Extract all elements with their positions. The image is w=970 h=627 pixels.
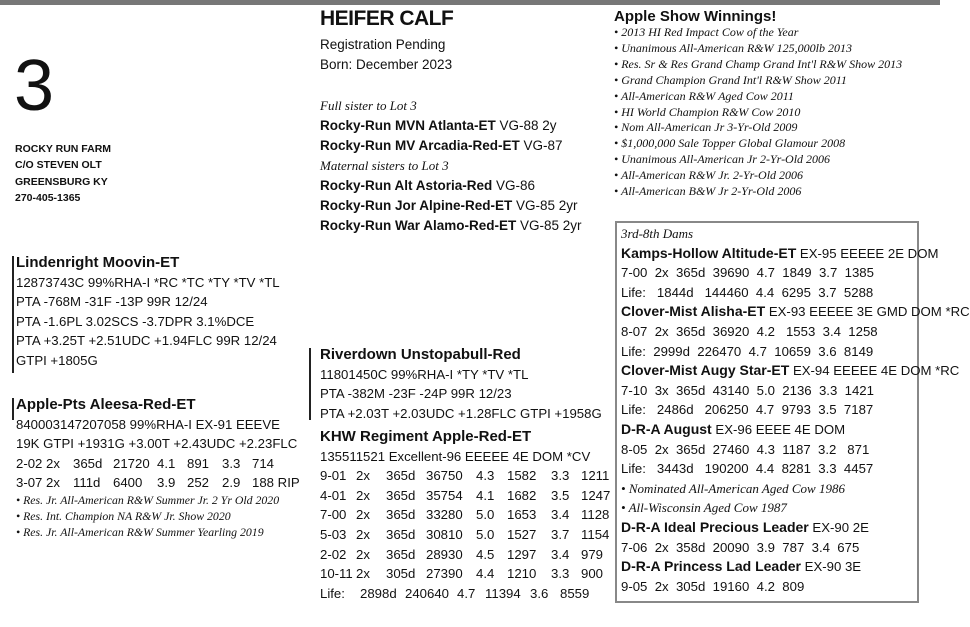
record-cell: 2x	[356, 507, 370, 523]
pedigree-bracket	[12, 256, 14, 373]
record-cell: 3.3	[551, 468, 570, 484]
apple-item: • 2013 HI Red Impact Cow of the Year	[614, 25, 799, 39]
dam-entry-score: EX-93 EEEEE 3E GMD DOM *RC	[765, 304, 970, 320]
record-row	[320, 505, 621, 525]
record-cell: 891	[187, 455, 210, 471]
apple-item: • Res. Sr & Res Grand Champ Grand Int'l R&W Show 2013	[614, 56, 903, 71]
record-cell: 1682	[507, 487, 537, 503]
apple-item-text: All-American B&W Jr 2-Yr-Old 2006	[620, 184, 802, 199]
record-cell: 2x	[356, 526, 370, 542]
record-cell: 6400	[113, 475, 143, 491]
record-cell: 365d	[386, 546, 416, 562]
apple-item-text: Grand Champion Grand Int'l R&W Show 2011	[621, 72, 847, 87]
record-cell: 111d	[73, 475, 101, 491]
dam-entry-record: 7-10 3x 365d 43140 5.0 2136 3.3 1421	[621, 382, 874, 398]
record-cell: 5-03	[320, 526, 347, 542]
dam-entry-note-text: All-Wisconsin Aged Cow 1987	[628, 500, 787, 516]
dam-entry-record: 7-00 2x 365d 39690 4.7 1849 3.7 1385	[621, 265, 874, 281]
dam-entry-record: 9-05 2x 305d 19160 4.2 809	[621, 578, 805, 594]
apple-item: • All-American B&W Jr 2-Yr-Old 2006	[614, 184, 802, 199]
sister-heading-text: Maternal sisters to Lot 3	[320, 158, 449, 173]
record-cell: 2898d	[360, 585, 397, 601]
record-cell: 27390	[426, 566, 463, 582]
dam-entry-score: EX-94 EEEEE 4E DOM *RC	[789, 363, 960, 379]
record-cell: 1527	[507, 526, 537, 542]
dam-records	[16, 454, 302, 493]
dam-entry-title	[621, 557, 970, 577]
record-cell: 33280	[426, 507, 463, 523]
record-cell: 2x	[46, 455, 60, 471]
record-cell: 4.7	[457, 585, 476, 601]
record-cell: 3.6	[530, 585, 549, 601]
apple-item-text: All-American R&W Aged Cow 2011	[620, 88, 794, 103]
record-cell: 979	[581, 546, 604, 562]
birth-date: Born: December 2023	[320, 56, 453, 72]
record-row	[320, 564, 621, 584]
dams-list	[621, 224, 970, 596]
dam-sire-detail: PTA +2.03T +2.03UDC +1.28FLC GTPI +1958G	[320, 405, 602, 421]
apple-item: • Grand Champion Grand Int'l R&W Show 2011	[614, 72, 847, 87]
record-cell: 305d	[386, 566, 416, 582]
dam-entry-record: 8-05 2x 365d 27460 4.3 1187 3.2 871	[621, 441, 870, 457]
heifer-info	[320, 35, 452, 74]
apple-item: • Unanimous All-American R&W 125,000lb 2013	[614, 40, 852, 55]
dam-entry-record: 7-06 2x 358d 20090 3.9 787 3.4 675	[621, 539, 860, 555]
apple-item-text: 2013 HI Red Impact Cow of the Year	[621, 25, 799, 39]
record-cell: 2x	[356, 487, 370, 503]
record-cell: 4.4	[476, 566, 495, 582]
apple-item: • All-American R&W Aged Cow 2011	[614, 88, 794, 103]
record-cell: 4.1	[157, 455, 176, 471]
record-cell: 252	[187, 475, 210, 491]
record-cell: 8559	[560, 585, 590, 601]
record-cell: 1128	[581, 507, 610, 523]
record-cell: 365d	[386, 526, 416, 542]
record-cell: 188 RIP	[252, 475, 300, 491]
record-row	[320, 486, 621, 506]
consignor-line: GREENSBURG KY	[15, 175, 108, 188]
dam-entry-record: 8-07 2x 365d 36920 4.2 1553 3.4 1258	[621, 323, 878, 339]
record-row	[16, 473, 302, 493]
dam-sire-detail: 11801450C 99%RHA-I *TY *TV *TL	[320, 366, 529, 382]
sister-name: Rocky-Run Alt Astoria-Red	[320, 178, 493, 193]
top-rule	[0, 0, 940, 5]
dam-entry-title	[621, 302, 970, 322]
record-cell: 3.4	[551, 546, 570, 562]
record-cell: 1247	[581, 487, 611, 503]
dam-entry-record: Life: 1844d 144460 4.4 6295 3.7 5288	[621, 284, 874, 300]
sister-row	[320, 136, 582, 156]
dam-entry-title	[621, 244, 970, 264]
record-cell: 4.5	[476, 546, 495, 562]
sister-name: Rocky-Run MV Arcadia-Red-ET	[320, 138, 520, 153]
sister-heading	[320, 96, 582, 116]
sister-row	[320, 196, 582, 216]
record-cell: 7-00	[320, 507, 347, 523]
dam-detail: 19K GTPI +1931G +3.00T +2.43UDC +2.23FLC	[16, 436, 298, 452]
sire-detail: PTA -1.6PL 3.02SCS -3.7DPR 3.1%DCE	[16, 313, 255, 329]
apple-item-text: Res. Sr & Res Grand Champ Grand Int'l R&W Show 2013	[621, 56, 903, 71]
sister-name: Rocky-Run Jor Alpine-Red-ET	[320, 198, 513, 213]
consignor-line: 270-405-1365	[15, 191, 81, 204]
record-cell: 2x	[46, 475, 60, 491]
dam-entry-record: Life: 3443d 190200 4.4 8281 3.3 4457	[621, 461, 874, 477]
pedigree-bracket	[309, 348, 311, 420]
record-cell: 3.7	[551, 526, 570, 542]
apple-list	[614, 25, 902, 200]
sister-score: VG-87	[519, 138, 563, 153]
record-cell: Life:	[320, 585, 345, 601]
record-cell: 5.0	[476, 526, 495, 542]
sister-score: VG-88 2y	[495, 118, 557, 133]
dam-entry-name: Kamps-Hollow Altitude-ET	[621, 244, 797, 261]
sire-detail: GTPI +1805G	[16, 352, 98, 368]
sister-heading-text: Full sister to Lot 3	[320, 98, 417, 113]
granddam-name: KHW Regiment Apple-Red-ET	[320, 428, 532, 445]
sister-score: VG-85 2yr	[516, 218, 582, 233]
dam-detail: 840003147207058 99%RHA-I EX-91 EEEVE	[16, 416, 280, 432]
record-cell: 30810	[426, 526, 463, 542]
record-cell: 365d	[386, 468, 416, 484]
consignor-line: ROCKY RUN FARM	[15, 143, 112, 155]
honor-item: • Res. Jr. All-American R&W Summer Jr. 2 Yr Old 2020	[16, 492, 280, 507]
record-cell: 714	[252, 455, 275, 471]
dam-entry-name: D-R-A August	[621, 420, 712, 437]
registration-status: Registration Pending	[320, 37, 446, 52]
sister-row	[320, 116, 582, 136]
record-cell: 3.3	[551, 566, 570, 582]
dam-entry-note-text: Nominated All-American Aged Cow 1986	[628, 480, 845, 496]
dam-entry-name: Clover-Mist Alisha-ET	[621, 303, 766, 320]
dam-entry-name: D-R-A Princess Lad Leader	[621, 558, 801, 575]
dam-entry-title	[621, 518, 970, 538]
record-cell: 2x	[356, 566, 370, 582]
record-cell: 900	[581, 566, 604, 582]
sister-row	[320, 176, 582, 196]
record-cell: 5.0	[476, 507, 495, 523]
apple-item: • HI World Champion R&W Cow 2010	[614, 104, 801, 119]
apple-item-text: Unanimous All-American R&W 125,000lb 2013	[621, 40, 852, 55]
record-cell: 3.3	[222, 455, 241, 471]
dams-heading: 3rd-8th Dams	[621, 226, 694, 241]
dam-entry-record: Life: 2999d 226470 4.7 10659 3.6 8149	[621, 343, 874, 359]
sire-detail: 12873743C 99%RHA-I *RC *TC *TY *TV *TL	[16, 274, 280, 290]
dam-honors	[16, 493, 302, 540]
apple-item: • Nom All-American Jr 3-Yr-Old 2009	[614, 120, 798, 135]
dam-sire-detail: PTA -382M -23F -24P 99R 12/23	[320, 386, 512, 402]
record-row	[320, 466, 621, 486]
granddam-block	[320, 427, 621, 603]
dam-entry-name: Clover-Mist Augy Star-ET	[621, 362, 790, 379]
granddam-records	[320, 466, 621, 603]
record-cell: 3.9	[157, 475, 176, 491]
record-cell: 2.9	[222, 475, 241, 491]
dam-entry-record: Life: 2486d 206250 4.7 9793 3.5 7187	[621, 402, 874, 418]
sister-name: Rocky-Run MVN Atlanta-ET	[320, 118, 496, 133]
dam-entry-score: EX-90 2E	[808, 519, 869, 535]
dam-entry-note: • Nominated All-American Aged Cow 1986	[621, 480, 845, 496]
record-cell: 1582	[507, 468, 537, 484]
record-cell: 1297	[507, 546, 537, 562]
record-cell: 1211	[581, 468, 610, 484]
record-cell: 36750	[426, 468, 463, 484]
sire-block	[16, 253, 280, 371]
dam-entry-score: EX-95 EEEEE 2E DOM	[796, 245, 939, 261]
sire-detail: PTA -768M -31F -13P 99R 12/24	[16, 294, 208, 310]
sister-row	[320, 216, 582, 236]
record-cell: 28930	[426, 546, 463, 562]
record-cell: 10-11	[320, 566, 353, 582]
dam-name: Apple-Pts Aleesa-Red-ET	[16, 396, 196, 413]
sister-score: VG-86	[492, 178, 536, 193]
dam-entry-note: • All-Wisconsin Aged Cow 1987	[621, 500, 787, 516]
sister-heading	[320, 156, 582, 176]
dam-sire-name: Riverdown Unstopabull-Red	[320, 346, 521, 363]
apple-item-text: HI World Champion R&W Cow 2010	[621, 104, 801, 119]
record-cell: 4.3	[476, 468, 495, 484]
dam-block	[16, 395, 302, 540]
record-cell: 2x	[356, 546, 370, 562]
record-cell: 3-07	[16, 475, 43, 491]
sister-name: Rocky-Run War Alamo-Red-ET	[320, 218, 517, 233]
record-row	[16, 454, 302, 474]
record-cell: 9-01	[320, 468, 347, 484]
record-cell: 1210	[507, 566, 537, 582]
pedigree-bracket	[12, 398, 14, 420]
apple-item-text: Unanimous All-American Jr 2-Yr-Old 2006	[621, 152, 831, 167]
consignor-block	[15, 141, 111, 206]
dam-entry-name: D-R-A Ideal Precious Leader	[621, 518, 809, 535]
sire-detail: PTA +3.25T +2.51UDC +1.94FLC 99R 12/24	[16, 333, 277, 349]
apple-item: • Unanimous All-American Jr 2-Yr-Old 2006	[614, 152, 831, 167]
dam-sire-block	[320, 345, 602, 423]
honor-item: • Res. Int. Champion NA R&W Jr. Show 2020	[16, 508, 231, 523]
record-cell: 365d	[386, 507, 416, 523]
record-cell: 2x	[356, 468, 370, 484]
apple-show-winnings	[614, 8, 902, 200]
consignor-line: C/O STEVEN OLT	[15, 159, 102, 172]
apple-item-text: All-American R&W Jr. 2-Yr-Old 2006	[620, 168, 804, 183]
heifer-title: HEIFER CALF	[320, 7, 454, 30]
apple-title: Apple Show Winnings!	[614, 8, 777, 25]
record-cell: 2-02	[320, 546, 347, 562]
sisters-list	[320, 96, 582, 236]
lot-number: 3	[14, 46, 55, 126]
record-cell: 4-01	[320, 487, 347, 503]
dam-entry-title	[621, 361, 970, 381]
record-cell: 1154	[581, 526, 610, 542]
sister-score: VG-85 2yr	[512, 198, 578, 213]
apple-item-text: $1,000,000 Sale Topper Global Glamour 2008	[621, 136, 846, 151]
record-cell: 3.4	[551, 507, 570, 523]
dam-entry-score: EX-90 3E	[800, 559, 862, 575]
record-row	[320, 545, 621, 565]
apple-item: • $1,000,000 Sale Topper Global Glamour 2008	[614, 136, 846, 151]
dam-entry-score: EX-96 EEEE 4E DOM	[711, 421, 846, 437]
honor-item: • Res. Jr. All-American R&W Summer Yearling 2019	[16, 524, 264, 539]
record-cell: 240640	[405, 585, 450, 601]
life-record-row	[320, 584, 621, 604]
record-cell: 2-02	[16, 455, 43, 471]
record-cell: 3.5	[551, 487, 570, 503]
record-cell: 11394	[485, 585, 521, 601]
dam-entry-title	[621, 420, 970, 440]
record-row	[320, 525, 621, 545]
granddam-detail: 135511521 Excellent-96 EEEEE 4E DOM *CV	[320, 448, 591, 464]
sire-name: Lindenright Moovin-ET	[16, 254, 180, 271]
record-cell: 35754	[426, 487, 463, 503]
record-cell: 21720	[113, 455, 150, 471]
apple-item: • All-American R&W Jr. 2-Yr-Old 2006	[614, 168, 804, 183]
record-cell: 365d	[386, 487, 416, 503]
record-cell: 4.1	[476, 487, 495, 503]
apple-item-text: Nom All-American Jr 3-Yr-Old 2009	[621, 120, 798, 135]
record-cell: 1653	[507, 507, 537, 523]
record-cell: 365d	[73, 455, 103, 471]
